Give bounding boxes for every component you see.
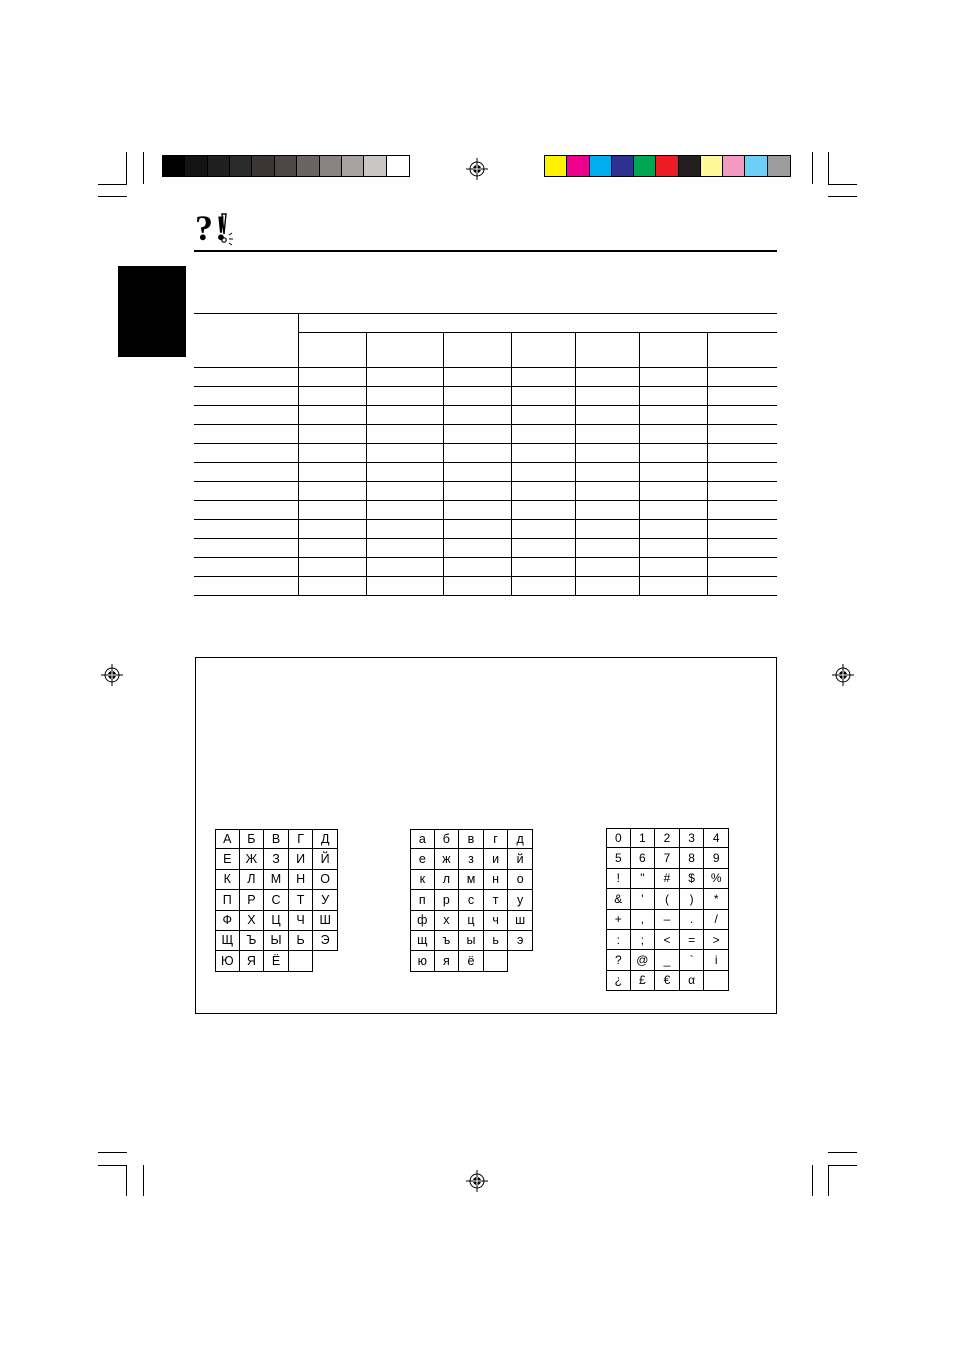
- table-column-rule: [639, 332, 640, 595]
- character-cell: Т: [289, 890, 314, 910]
- color-swatch: [275, 156, 297, 176]
- table-row-rule: [194, 538, 777, 539]
- character-cell: ч: [484, 911, 509, 931]
- color-swatch: [656, 156, 678, 176]
- character-cell: Х: [240, 911, 265, 931]
- svg-text:!: !: [215, 208, 227, 246]
- character-cell: &: [606, 889, 631, 909]
- character-cell: р: [435, 890, 460, 910]
- character-cell: П: [215, 890, 240, 910]
- character-cell: ю: [410, 951, 435, 971]
- character-cell: п: [410, 890, 435, 910]
- character-cell: 4: [704, 828, 729, 848]
- table-bottom-rule: [194, 595, 777, 596]
- color-swatch: [252, 156, 274, 176]
- character-cell: Е: [215, 849, 240, 869]
- character-cell: Ь: [289, 931, 314, 951]
- character-cell: ?: [606, 950, 631, 970]
- character-cell: е: [410, 849, 435, 869]
- table-column-rule: [511, 332, 512, 595]
- table-row-rule: [194, 443, 777, 444]
- crop-mark: [126, 152, 127, 184]
- character-cell: т: [484, 890, 509, 910]
- color-swatch: [679, 156, 701, 176]
- character-cell: з: [459, 849, 484, 869]
- character-cell: И: [289, 849, 314, 869]
- color-swatch: [297, 156, 319, 176]
- color-swatch: [768, 156, 790, 176]
- table-row-rule: [194, 576, 777, 577]
- character-cell: Щ: [215, 931, 240, 951]
- crop-mark: [828, 184, 857, 185]
- character-cell: Э: [313, 931, 338, 951]
- empty-character-cell: [704, 971, 729, 991]
- character-cell: @: [631, 950, 656, 970]
- character-cell: о: [508, 870, 533, 890]
- table-row-rule: [194, 500, 777, 501]
- color-swatch: [342, 156, 364, 176]
- grayscale-calibration-bar: [162, 155, 410, 177]
- character-cell: 8: [680, 848, 705, 868]
- color-swatch: [230, 156, 252, 176]
- character-cell: а: [410, 829, 435, 849]
- crop-mark: [98, 184, 127, 185]
- character-cell: 2: [655, 828, 680, 848]
- character-cell: х: [435, 911, 460, 931]
- character-cell: Ъ: [240, 931, 265, 951]
- character-cell: э: [508, 931, 533, 951]
- character-cell: Н: [289, 870, 314, 890]
- character-cell: >: [704, 930, 729, 950]
- table-column-rule: [575, 332, 576, 595]
- table-column-rule: [707, 332, 708, 595]
- table-row-rule: [194, 481, 777, 482]
- character-cell: `: [680, 950, 705, 970]
- crop-mark: [828, 196, 857, 197]
- character-cell: $: [680, 869, 705, 889]
- character-cell: я: [435, 951, 460, 971]
- character-cell: Б: [240, 829, 265, 849]
- character-cell: 5: [606, 848, 631, 868]
- character-cell: +: [606, 910, 631, 930]
- character-cell: ф: [410, 911, 435, 931]
- header-rule: [194, 250, 777, 252]
- character-cell: #: [655, 869, 680, 889]
- character-cell: А: [215, 829, 240, 849]
- character-cell: 1: [631, 828, 656, 848]
- character-cell: α: [680, 971, 705, 991]
- character-cell: л: [435, 870, 460, 890]
- table-row-rule: [194, 405, 777, 406]
- character-cell: К: [215, 870, 240, 890]
- character-cell: д: [508, 829, 533, 849]
- table-row-rule: [194, 367, 777, 368]
- color-swatch: [634, 156, 656, 176]
- character-cell: ш: [508, 911, 533, 931]
- color-swatch: [320, 156, 342, 176]
- crop-mark: [828, 1165, 857, 1166]
- character-cell: _: [655, 950, 680, 970]
- character-cell: *: [704, 889, 729, 909]
- character-cell: Ф: [215, 911, 240, 931]
- character-cell: ": [631, 869, 656, 889]
- color-swatch: [590, 156, 612, 176]
- color-swatch: [701, 156, 723, 176]
- color-calibration-bar: [544, 155, 791, 177]
- crop-mark: [126, 1165, 127, 1196]
- character-cell: !: [606, 869, 631, 889]
- character-cell: У: [313, 890, 338, 910]
- table-top-rule: [194, 313, 777, 314]
- character-cell: Л: [240, 870, 265, 890]
- character-cell: к: [410, 870, 435, 890]
- character-cell: =: [680, 930, 705, 950]
- character-cell: £: [631, 971, 656, 991]
- character-cell: В: [264, 829, 289, 849]
- character-cell: ц: [459, 911, 484, 931]
- character-cell: €: [655, 971, 680, 991]
- language-side-tab: [118, 266, 186, 357]
- character-cell: Д: [313, 829, 338, 849]
- character-cell: Ж: [240, 849, 265, 869]
- color-swatch: [745, 156, 767, 176]
- registration-mark-icon: [832, 664, 854, 686]
- lowercase-character-grid: [410, 829, 533, 972]
- color-swatch: [545, 156, 567, 176]
- table-row-rule: [194, 462, 777, 463]
- crop-mark: [828, 1152, 857, 1153]
- character-cell: .: [680, 910, 705, 930]
- crop-mark: [98, 1152, 127, 1153]
- table-row-rule: [194, 519, 777, 520]
- character-cell: Й: [313, 849, 338, 869]
- character-cell: Ё: [264, 951, 289, 971]
- table-column-rule: [366, 332, 367, 595]
- character-cell: й: [508, 849, 533, 869]
- character-cell: 6: [631, 848, 656, 868]
- character-cell: ё: [459, 951, 484, 971]
- empty-character-cell: [484, 951, 509, 971]
- character-cell: Ы: [264, 931, 289, 951]
- character-cell: З: [264, 849, 289, 869]
- color-swatch: [208, 156, 230, 176]
- crop-mark: [143, 152, 144, 184]
- character-cell: 7: [655, 848, 680, 868]
- crop-mark: [828, 1165, 829, 1196]
- crop-mark: [143, 1165, 144, 1196]
- character-cell: в: [459, 829, 484, 849]
- character-cell: i: [704, 950, 729, 970]
- character-cell: и: [484, 849, 509, 869]
- character-cell: Ю: [215, 951, 240, 971]
- empty-character-cell: [289, 951, 314, 971]
- character-cell: –: [655, 910, 680, 930]
- character-cell: ': [631, 889, 656, 909]
- registration-mark-icon: [466, 1170, 488, 1192]
- character-cell: ;: [631, 930, 656, 950]
- uppercase-character-grid: [215, 829, 338, 972]
- character-cell: у: [508, 890, 533, 910]
- character-cell: С: [264, 890, 289, 910]
- crop-mark: [98, 1165, 127, 1166]
- registration-mark-icon: [101, 664, 123, 686]
- character-cell: н: [484, 870, 509, 890]
- character-cell: Ц: [264, 911, 289, 931]
- character-cell: 3: [680, 828, 705, 848]
- color-swatch: [612, 156, 634, 176]
- table-row-rule: [194, 557, 777, 558]
- color-swatch: [364, 156, 386, 176]
- character-cell: ): [680, 889, 705, 909]
- character-cell: %: [704, 869, 729, 889]
- character-cell: Р: [240, 890, 265, 910]
- color-swatch: [567, 156, 589, 176]
- character-cell: Я: [240, 951, 265, 971]
- color-swatch: [723, 156, 745, 176]
- crop-mark: [98, 196, 127, 197]
- character-cell: г: [484, 829, 509, 849]
- table-column-rule: [443, 332, 444, 595]
- character-cell: ь: [484, 931, 509, 951]
- crop-mark: [828, 152, 829, 184]
- table-first-column-rule: [298, 313, 299, 595]
- svg-text:?: ?: [195, 208, 213, 246]
- table-subheader-rule: [299, 332, 777, 333]
- character-cell: /: [704, 910, 729, 930]
- character-cell: (: [655, 889, 680, 909]
- crop-mark: [812, 152, 813, 184]
- character-cell: Ш: [313, 911, 338, 931]
- table-row-rule: [194, 424, 777, 425]
- symbol-character-grid: [606, 828, 729, 991]
- character-cell: м: [459, 870, 484, 890]
- character-cell: <: [655, 930, 680, 950]
- character-cell: Г: [289, 829, 314, 849]
- character-cell: с: [459, 890, 484, 910]
- character-cell: щ: [410, 931, 435, 951]
- character-cell: :: [606, 930, 631, 950]
- character-cell: ж: [435, 849, 460, 869]
- character-cell: 0: [606, 828, 631, 848]
- registration-mark-icon: [466, 158, 488, 180]
- color-swatch: [387, 156, 409, 176]
- character-cell: ы: [459, 931, 484, 951]
- color-swatch: [185, 156, 207, 176]
- character-cell: ъ: [435, 931, 460, 951]
- question-exclamation-icon: [193, 208, 249, 246]
- table-row-rule: [194, 386, 777, 387]
- color-swatch: [163, 156, 185, 176]
- character-cell: Ч: [289, 911, 314, 931]
- character-cell: М: [264, 870, 289, 890]
- crop-mark: [812, 1165, 813, 1196]
- character-cell: ¿: [606, 971, 631, 991]
- character-cell: О: [313, 870, 338, 890]
- character-cell: 9: [704, 848, 729, 868]
- character-cell: ,: [631, 910, 656, 930]
- character-cell: б: [435, 829, 460, 849]
